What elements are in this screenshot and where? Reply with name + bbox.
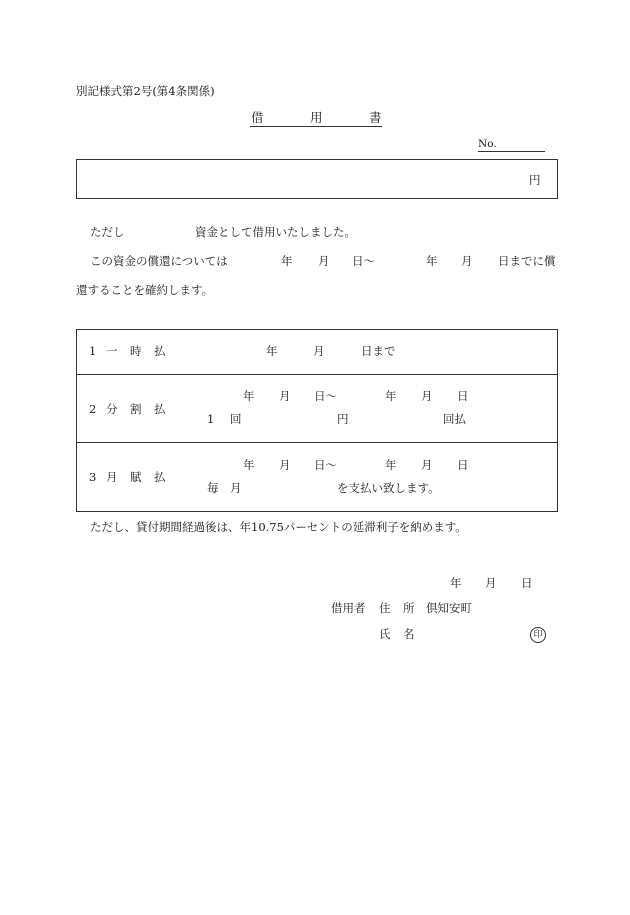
option-label-char: 払 xyxy=(154,344,166,358)
date-label: 年 xyxy=(385,458,397,472)
date-label: 月 xyxy=(279,458,291,472)
amount-box xyxy=(76,159,558,199)
title-char: 書 xyxy=(369,110,382,125)
date-label: 年 xyxy=(385,389,397,403)
title-char: 用 xyxy=(310,110,323,125)
date-label: 年 xyxy=(243,458,255,472)
date-label: 月 xyxy=(279,389,291,403)
monthly-label: 毎 xyxy=(207,481,219,495)
seal-mark-icon: 印 xyxy=(530,627,546,643)
monthly-label: を支払い致します。 xyxy=(337,481,440,495)
date-label: 日 xyxy=(457,389,469,403)
option-label-char: 月 xyxy=(106,470,118,484)
date-label: 日まで xyxy=(361,344,396,358)
form-label: 別記様式第2号(第4条関係) xyxy=(76,84,215,98)
repayment-text: 日までに償 xyxy=(498,254,556,268)
amount-unit: 円 xyxy=(529,173,541,187)
date-label: 月 xyxy=(485,576,497,590)
installment-label: 回 xyxy=(230,412,242,426)
date-label: 年 xyxy=(266,344,278,358)
date-label: 月 xyxy=(421,389,433,403)
repayment-text: 還することを確約します。 xyxy=(76,283,214,297)
date-label: 日 xyxy=(457,458,469,472)
date-label: 年 xyxy=(450,576,462,590)
name-label-char: 名 xyxy=(403,627,415,641)
option-number: 3 xyxy=(89,470,97,484)
purpose-prefix: ただし xyxy=(90,225,125,239)
option-label-char: 賦 xyxy=(130,470,142,484)
borrower-label: 借用者 xyxy=(331,601,366,615)
purpose-suffix: 資金として借用いたしました。 xyxy=(195,225,356,239)
address-label-char: 所 xyxy=(403,601,415,615)
installment-label: 円 xyxy=(337,412,349,426)
penalty-note: ただし、貸付期間経過後は、年10.75パーセントの延滞利子を納めます。 xyxy=(90,520,467,534)
date-label: 月 xyxy=(461,254,473,268)
option-label-char: 分 xyxy=(106,402,118,416)
address-value: 倶知安町 xyxy=(426,601,472,615)
monthly-label: 月 xyxy=(230,481,242,495)
date-label: 日〜 xyxy=(314,389,337,403)
installment-label: 回払 xyxy=(443,412,466,426)
date-label: 日〜 xyxy=(352,254,375,268)
name-label-char: 氏 xyxy=(379,627,391,641)
date-label: 日〜 xyxy=(314,458,337,472)
date-label: 月 xyxy=(421,458,433,472)
number-label: No. xyxy=(478,138,497,150)
title-char: 借 xyxy=(251,110,264,125)
repayment-text: この資金の償還については xyxy=(90,254,228,268)
title-underline xyxy=(250,126,382,127)
date-label: 日 xyxy=(521,576,533,590)
address-label-char: 住 xyxy=(379,601,391,615)
option-label-char: 一 xyxy=(106,344,118,358)
date-label: 年 xyxy=(281,254,293,268)
option-label-char: 時 xyxy=(130,344,142,358)
option-number: 2 xyxy=(89,402,97,416)
installment-label: 1 xyxy=(207,412,215,426)
option-number: 1 xyxy=(89,344,97,358)
table-divider xyxy=(76,374,558,375)
number-field-line xyxy=(478,151,545,152)
date-label: 年 xyxy=(243,389,255,403)
option-label-char: 割 xyxy=(130,402,142,416)
date-label: 月 xyxy=(313,344,325,358)
table-divider xyxy=(76,442,558,443)
date-label: 月 xyxy=(318,254,330,268)
date-label: 年 xyxy=(426,254,438,268)
option-label-char: 払 xyxy=(154,470,166,484)
option-label-char: 払 xyxy=(154,402,166,416)
